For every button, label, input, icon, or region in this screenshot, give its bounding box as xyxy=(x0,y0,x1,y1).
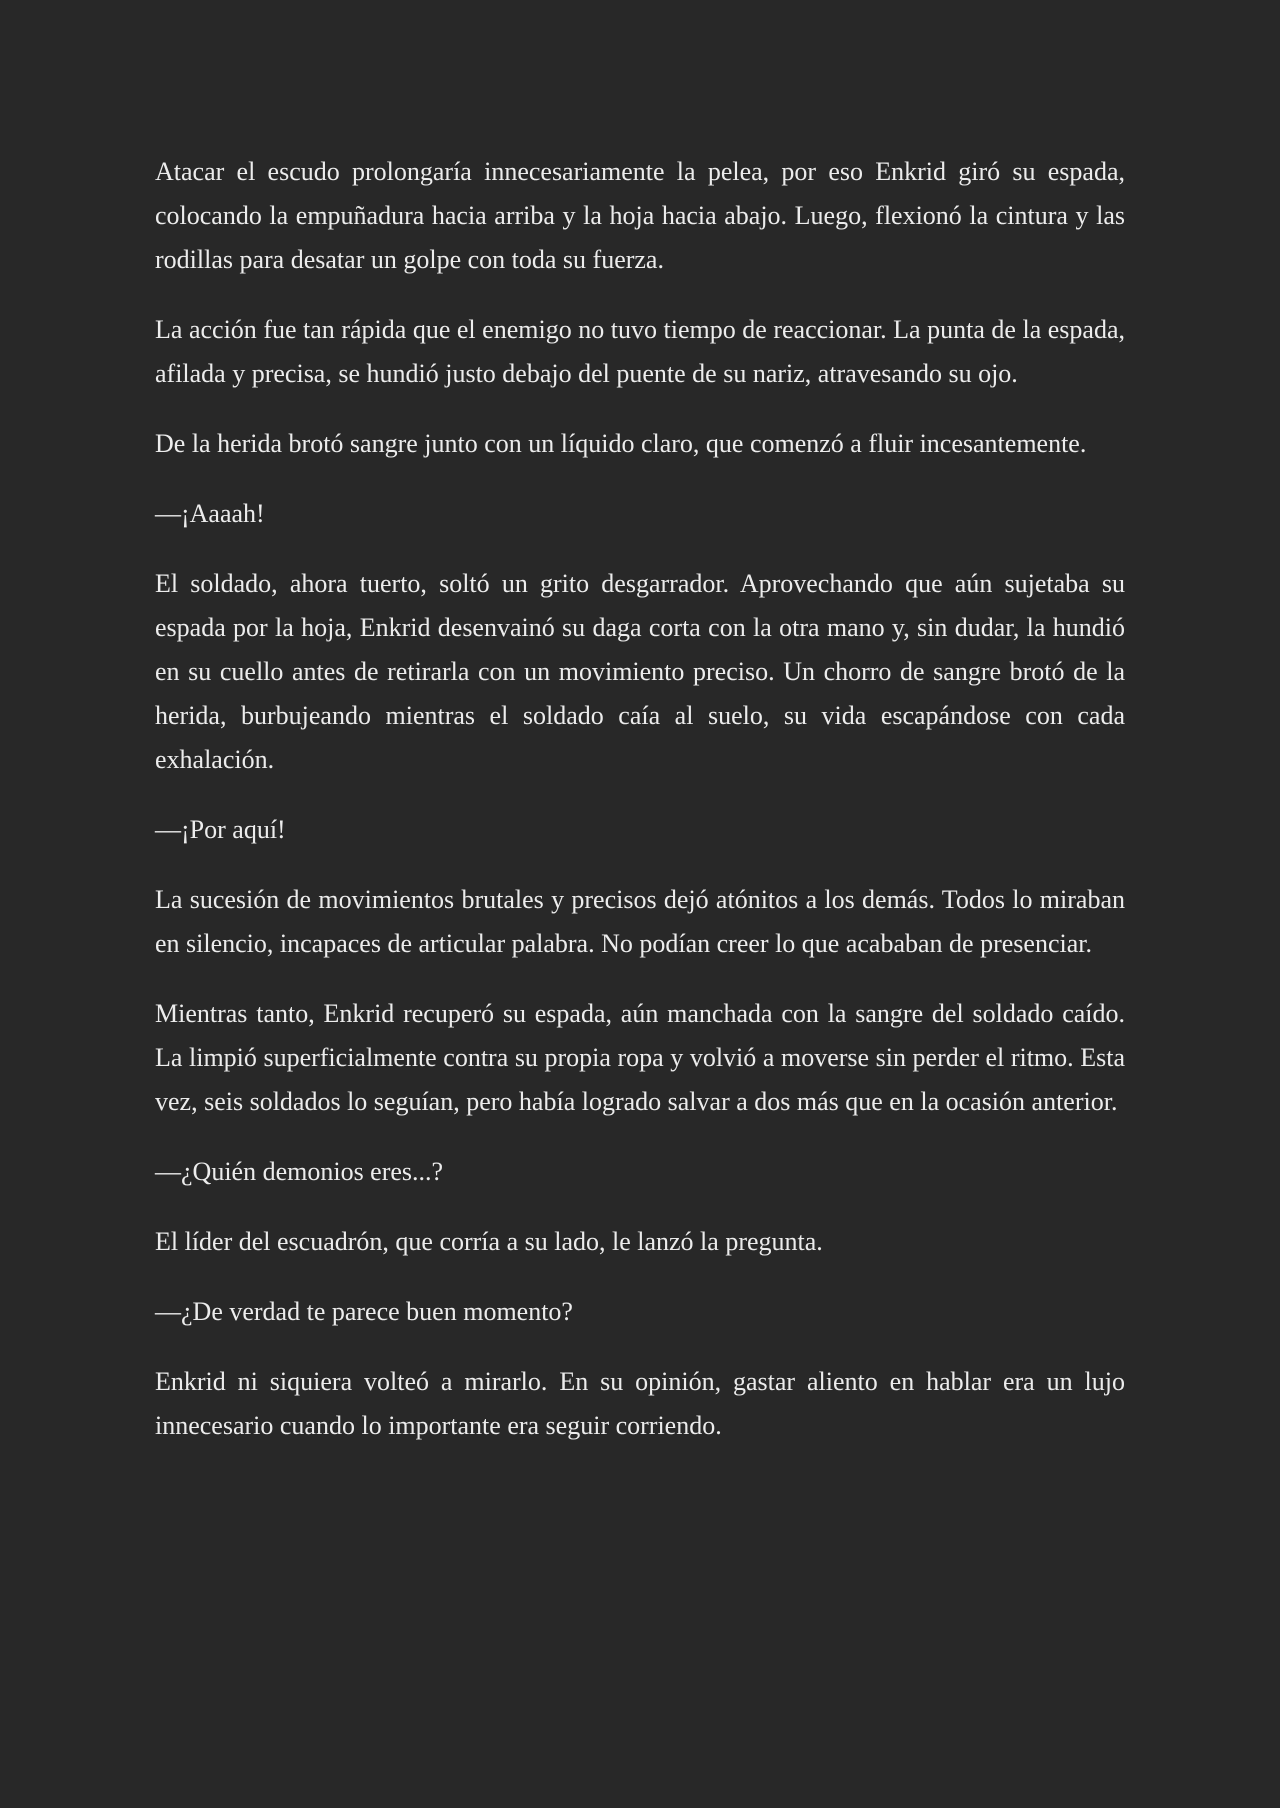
dialogue-line-1: —¡Aaaah! xyxy=(155,499,265,528)
paragraph-8: Enkrid ni siquiera volteó a mirarlo. En su opinión, gastar aliento en hablar era un lujo innecesario cuando lo importante era seguir corriendo. xyxy=(155,1367,1125,1440)
dialogue-line-4: —¿De verdad te parece buen momento? xyxy=(155,1297,573,1326)
paragraph-3: De la herida brotó sangre junto con un líquido claro, que comenzó a fluir incesantemente. xyxy=(155,429,1087,458)
paragraph-2: La acción fue tan rápida que el enemigo no tuvo tiempo de reaccionar. La punta de la espada, afilada y precisa, se hundió justo debajo del puente de su nariz, atravesando su ojo. xyxy=(155,315,1125,388)
paragraph-5: La sucesión de movimientos brutales y precisos dejó atónitos a los demás. Todos lo miraban en silencio, incapaces de articular palabra. No podían creer lo que acababan de presenciar. xyxy=(155,885,1125,958)
dialogue-line-2: —¡Por aquí! xyxy=(155,815,286,844)
paragraph-1: Atacar el escudo prolongaría innecesariamente la pelea, por eso Enkrid giró su espada, colocando la empuñadura hacia arriba y la hoja hacia abajo. Luego, flexionó la cintura y las rodillas para desatar un golpe con toda su fuerza. xyxy=(155,157,1125,274)
paragraph-7: El líder del escuadrón, que corría a su lado, le lanzó la pregunta. xyxy=(155,1227,823,1256)
paragraph-6: Mientras tanto, Enkrid recuperó su espada, aún manchada con la sangre del soldado caído. La limpió superficialmente contra su propia ropa y volvió a moverse sin perder el ritmo. Esta vez, seis soldados lo seguían, pero había logrado salvar a dos más que en la ocasión anterior. xyxy=(155,999,1125,1116)
dialogue-line-3: —¿Quién demonios eres...? xyxy=(155,1157,444,1186)
paragraph-4: El soldado, ahora tuerto, soltó un grito desgarrador. Aprovechando que aún sujetaba su espada por la hoja, Enkrid desenvainó su daga corta con la otra mano y, sin dudar, la hundió en su cuello antes de retirarla con un movimiento preciso. Un chorro de sangre brotó de la herida, burbujeando mientras el soldado caía al suelo, su vida escapándose con cada exhalación. xyxy=(155,569,1125,774)
